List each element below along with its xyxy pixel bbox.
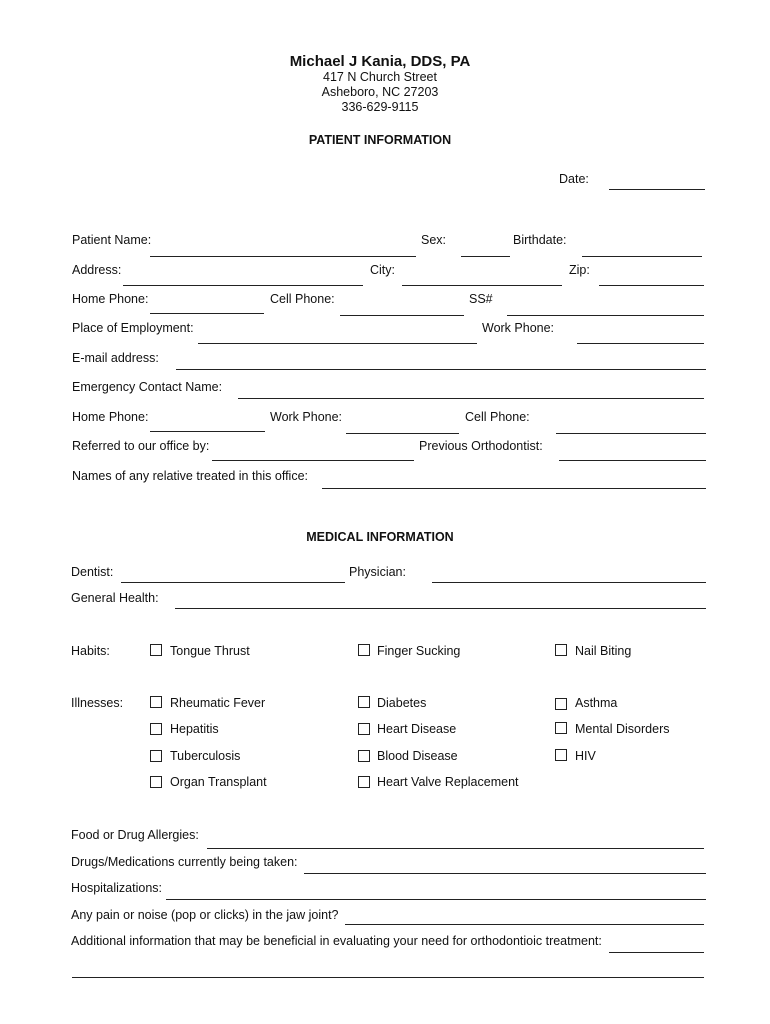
ec-home-phone-label: Home Phone: — [72, 410, 149, 424]
practice-street: 417 N Church Street — [323, 70, 437, 84]
ss-field[interactable] — [507, 315, 704, 316]
cell-phone-field[interactable] — [340, 315, 464, 316]
additional-field[interactable] — [609, 952, 704, 953]
heart-valve-replacement-checkbox[interactable] — [358, 776, 370, 788]
patient-section-title: PATIENT INFORMATION — [308, 133, 452, 147]
ec-cell-phone-label: Cell Phone: — [465, 410, 530, 424]
prev-ortho-field[interactable] — [559, 460, 706, 461]
jaw-label: Any pain or noise (pop or clicks) in the jaw joint? — [71, 908, 339, 922]
organ-transplant-checkbox[interactable] — [150, 776, 162, 788]
referred-field[interactable] — [212, 460, 414, 461]
organ-transplant-label: Organ Transplant — [170, 775, 267, 789]
hospitalizations-field[interactable] — [166, 899, 706, 900]
city-field[interactable] — [402, 285, 562, 286]
blood-disease-label: Blood Disease — [377, 749, 458, 763]
heart-disease-label: Heart Disease — [377, 722, 457, 736]
emergency-contact-label: Emergency Contact Name: — [72, 380, 223, 394]
general-health-label: General Health: — [71, 591, 159, 605]
medications-field[interactable] — [304, 873, 706, 874]
city-label: City: — [370, 263, 395, 277]
zip-field[interactable] — [599, 285, 704, 286]
ec-cell-phone-field[interactable] — [556, 433, 706, 434]
patient-name-field[interactable] — [150, 256, 416, 257]
nail-biting-checkbox[interactable] — [555, 644, 567, 656]
tongue-thrust-checkbox[interactable] — [150, 644, 162, 656]
illnesses-label: Illnesses: — [71, 696, 124, 710]
tongue-thrust-label: Tongue Thrust — [170, 644, 250, 658]
employment-label: Place of Employment: — [72, 321, 194, 335]
diabetes-checkbox[interactable] — [358, 696, 370, 708]
mental-disorders-checkbox[interactable] — [555, 722, 567, 734]
rheumatic-fever-label: Rheumatic Fever — [170, 696, 266, 710]
additional-field-line-2[interactable] — [72, 977, 704, 978]
allergies-field[interactable] — [207, 848, 704, 849]
patient-name-label: Patient Name: — [72, 233, 152, 247]
referred-label: Referred to our office by: — [72, 439, 210, 453]
work-phone-label: Work Phone: — [482, 321, 555, 335]
practice-phone: 336-629-9115 — [341, 100, 419, 114]
jaw-field[interactable] — [345, 924, 704, 925]
allergies-label: Food or Drug Allergies: — [71, 828, 199, 842]
medications-label: Drugs/Medications currently being taken: — [71, 855, 298, 869]
heart-disease-checkbox[interactable] — [358, 723, 370, 735]
employment-field[interactable] — [198, 343, 477, 344]
dentist-field[interactable] — [121, 582, 345, 583]
relatives-field[interactable] — [322, 488, 706, 489]
hospitalizations-label: Hospitalizations: — [71, 881, 163, 895]
hiv-label: HIV — [575, 749, 596, 763]
dentist-label: Dentist: — [71, 565, 114, 579]
prev-ortho-label: Previous Orthodontist: — [419, 439, 543, 453]
email-field[interactable] — [176, 369, 706, 370]
zip-label: Zip: — [569, 263, 590, 277]
habits-label: Habits: — [71, 644, 110, 658]
birthdate-field[interactable] — [582, 256, 702, 257]
date-field[interactable] — [609, 189, 705, 190]
address-field[interactable] — [123, 285, 363, 286]
work-phone-field[interactable] — [577, 343, 704, 344]
heart-valve-replacement-label: Heart Valve Replacement — [377, 775, 519, 789]
finger-sucking-label: Finger Sucking — [377, 644, 461, 658]
sex-label: Sex: — [421, 233, 447, 247]
practice-name: Michael J Kania, DDS, PA — [289, 53, 471, 70]
physician-field[interactable] — [432, 582, 706, 583]
finger-sucking-checkbox[interactable] — [358, 644, 370, 656]
asthma-checkbox[interactable] — [555, 698, 567, 710]
email-label: E-mail address: — [72, 351, 159, 365]
tuberculosis-label: Tuberculosis — [170, 749, 241, 763]
additional-label: Additional information that may be beneficial in evaluating your need for orthodontioic treatment: — [71, 934, 602, 948]
medical-section-title: MEDICAL INFORMATION — [306, 530, 454, 544]
mental-disorders-label: Mental Disorders — [575, 722, 670, 736]
hiv-checkbox[interactable] — [555, 749, 567, 761]
asthma-label: Asthma — [575, 696, 618, 710]
physician-label: Physician: — [349, 565, 406, 579]
nail-biting-label: Nail Biting — [575, 644, 632, 658]
diabetes-label: Diabetes — [377, 696, 427, 710]
ec-work-phone-field[interactable] — [346, 433, 459, 434]
ec-work-phone-label: Work Phone: — [270, 410, 343, 424]
hepatitis-label: Hepatitis — [170, 722, 219, 736]
blood-disease-checkbox[interactable] — [358, 750, 370, 762]
address-label: Address: — [72, 263, 122, 277]
emergency-contact-field[interactable] — [238, 398, 704, 399]
sex-field[interactable] — [461, 256, 510, 257]
birthdate-label: Birthdate: — [513, 233, 567, 247]
home-phone-field[interactable] — [150, 313, 264, 314]
date-label: Date: — [559, 172, 589, 186]
hepatitis-checkbox[interactable] — [150, 723, 162, 735]
relatives-label: Names of any relative treated in this office: — [72, 469, 308, 483]
practice-city-state-zip: Asheboro, NC 27203 — [321, 85, 439, 99]
ss-label: SS# — [469, 292, 493, 306]
general-health-field[interactable] — [175, 608, 706, 609]
home-phone-label: Home Phone: — [72, 292, 149, 306]
tuberculosis-checkbox[interactable] — [150, 750, 162, 762]
cell-phone-label: Cell Phone: — [270, 292, 335, 306]
ec-home-phone-field[interactable] — [150, 431, 265, 432]
rheumatic-fever-checkbox[interactable] — [150, 696, 162, 708]
